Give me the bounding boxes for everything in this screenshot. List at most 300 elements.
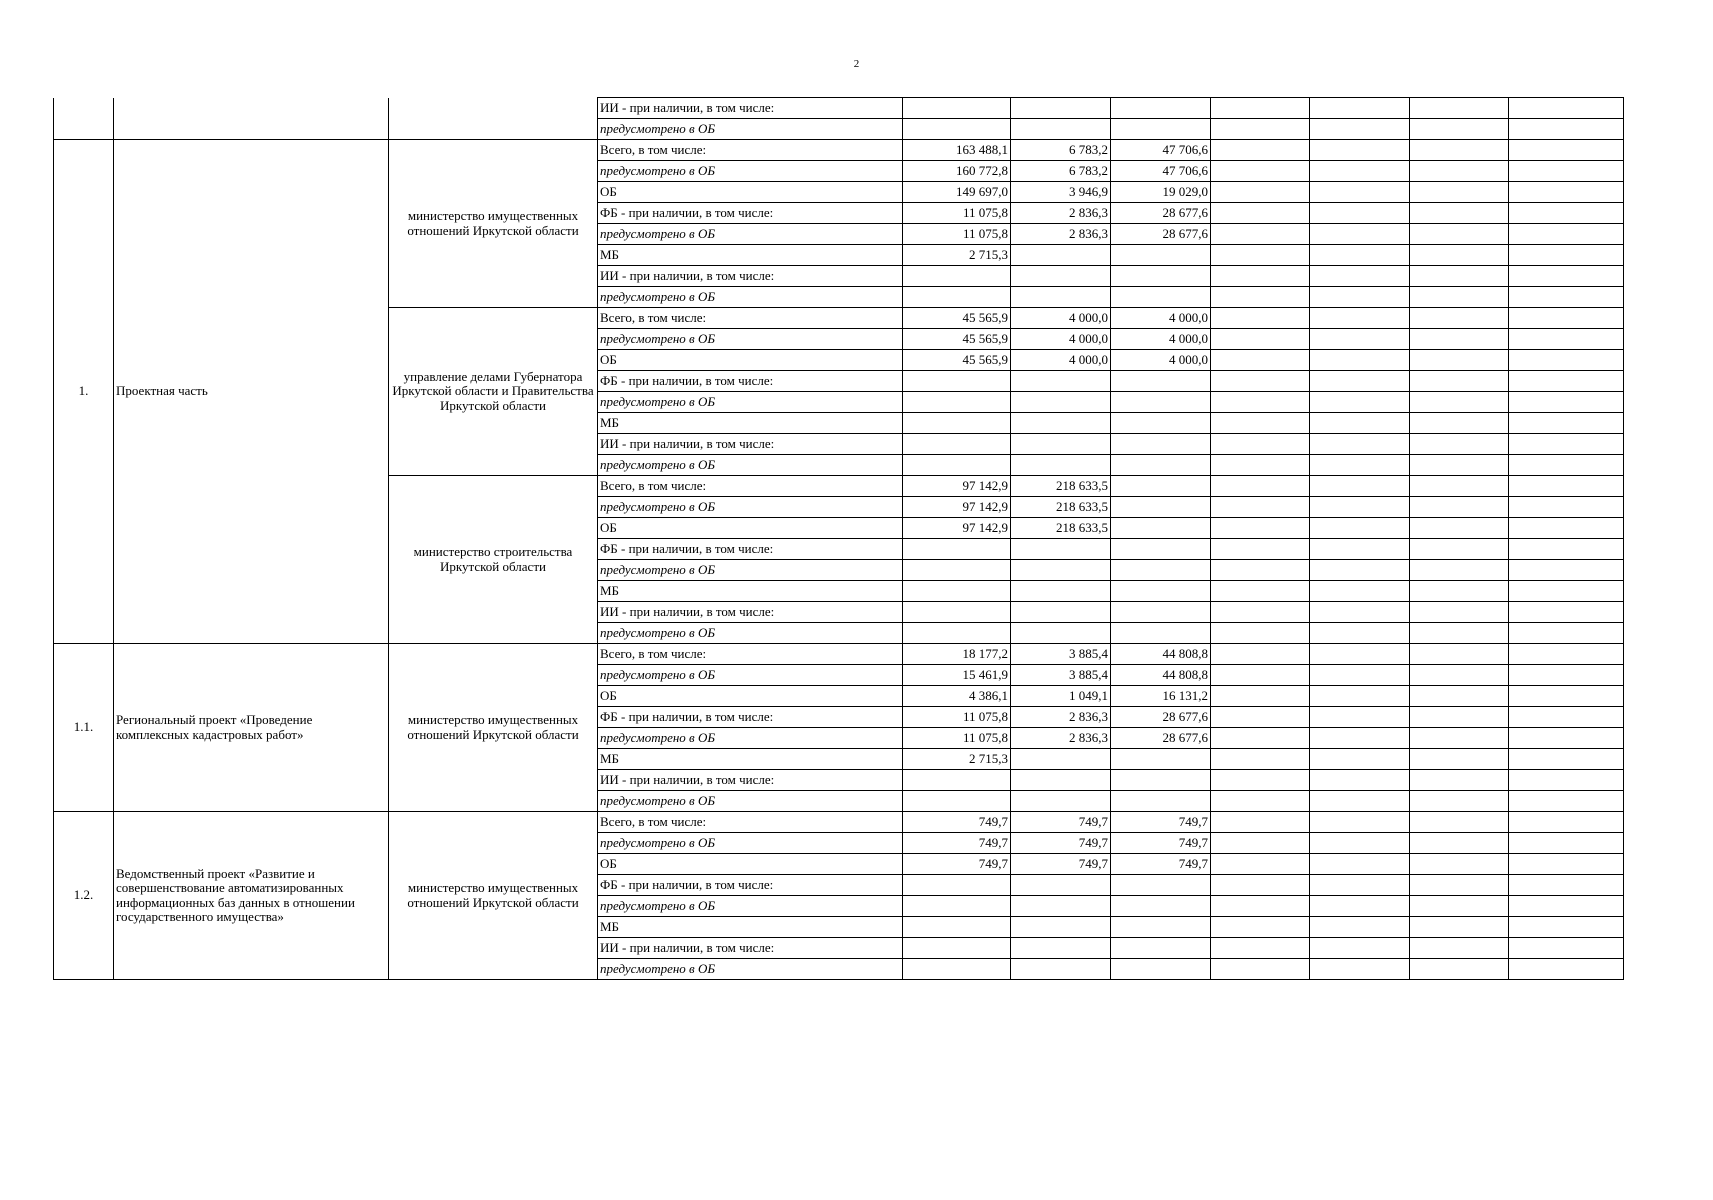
amount-cell xyxy=(1111,476,1211,497)
amount-cell xyxy=(1410,602,1509,623)
amount-cell xyxy=(1211,119,1310,140)
amount-cell xyxy=(1310,287,1410,308)
amount-cell xyxy=(1509,875,1624,896)
amount-cell: 3 885,4 xyxy=(1011,644,1111,665)
amount-cell xyxy=(1310,644,1410,665)
amount-cell xyxy=(1509,560,1624,581)
amount-cell: 2 836,3 xyxy=(1011,224,1111,245)
amount-cell xyxy=(1410,791,1509,812)
amount-cell xyxy=(1509,413,1624,434)
funding-source-cell: ИИ - при наличии, в том числе: xyxy=(598,602,903,623)
funding-source-cell: ФБ - при наличии, в том числе: xyxy=(598,371,903,392)
amount-cell: 1 049,1 xyxy=(1011,686,1111,707)
funding-source-cell: ОБ xyxy=(598,350,903,371)
funding-source-cell: предусмотрено в ОБ xyxy=(598,623,903,644)
amount-cell xyxy=(1310,938,1410,959)
amount-cell xyxy=(1211,833,1310,854)
amount-cell xyxy=(1211,896,1310,917)
funding-source-cell: предусмотрено в ОБ xyxy=(598,392,903,413)
amount-cell: 749,7 xyxy=(1011,833,1111,854)
amount-cell: 16 131,2 xyxy=(1111,686,1211,707)
amount-cell xyxy=(903,371,1011,392)
amount-cell xyxy=(1011,749,1111,770)
amount-cell xyxy=(1011,392,1111,413)
amount-cell xyxy=(1509,749,1624,770)
amount-cell xyxy=(903,623,1011,644)
funding-source-cell: МБ xyxy=(598,917,903,938)
funding-source-cell: ИИ - при наличии, в том числе: xyxy=(598,266,903,287)
funding-source-cell: ФБ - при наличии, в том числе: xyxy=(598,203,903,224)
amount-cell xyxy=(1211,875,1310,896)
amount-cell xyxy=(1410,413,1509,434)
amount-cell xyxy=(903,770,1011,791)
amount-cell xyxy=(1211,791,1310,812)
funding-source-cell: ОБ xyxy=(598,182,903,203)
amount-cell xyxy=(903,581,1011,602)
amount-cell xyxy=(1310,98,1410,119)
amount-cell xyxy=(1509,770,1624,791)
funding-source-cell: ИИ - при наличии, в том числе: xyxy=(598,770,903,791)
amount-cell xyxy=(1410,392,1509,413)
amount-cell: 2 836,3 xyxy=(1011,728,1111,749)
amount-cell xyxy=(1410,224,1509,245)
amount-cell xyxy=(1310,728,1410,749)
amount-cell: 18 177,2 xyxy=(903,644,1011,665)
amount-cell xyxy=(1410,350,1509,371)
amount-cell xyxy=(1509,959,1624,980)
amount-cell xyxy=(1011,434,1111,455)
amount-cell xyxy=(1310,455,1410,476)
amount-cell xyxy=(1011,896,1111,917)
amount-cell xyxy=(1211,392,1310,413)
amount-cell xyxy=(1011,602,1111,623)
funding-source-cell: МБ xyxy=(598,245,903,266)
amount-cell xyxy=(1509,182,1624,203)
amount-cell xyxy=(1111,98,1211,119)
amount-cell xyxy=(903,602,1011,623)
amount-cell: 218 633,5 xyxy=(1011,476,1111,497)
funding-source-cell: предусмотрено в ОБ xyxy=(598,224,903,245)
amount-cell xyxy=(1410,854,1509,875)
amount-cell xyxy=(1509,140,1624,161)
funding-source-cell: ОБ xyxy=(598,518,903,539)
amount-cell xyxy=(1310,497,1410,518)
amount-cell xyxy=(1310,707,1410,728)
amount-cell xyxy=(1211,518,1310,539)
amount-cell xyxy=(1310,959,1410,980)
amount-cell xyxy=(1310,770,1410,791)
amount-cell xyxy=(903,98,1011,119)
amount-cell xyxy=(1111,959,1211,980)
table-row xyxy=(54,98,1624,119)
amount-cell xyxy=(1211,350,1310,371)
amount-cell xyxy=(1410,245,1509,266)
amount-cell xyxy=(1509,917,1624,938)
amount-cell: 11 075,8 xyxy=(903,707,1011,728)
amount-cell xyxy=(1111,287,1211,308)
amount-cell xyxy=(1410,560,1509,581)
amount-cell xyxy=(1509,98,1624,119)
amount-cell xyxy=(1410,140,1509,161)
funding-source-cell: предусмотрено в ОБ xyxy=(598,287,903,308)
amount-cell: 749,7 xyxy=(1011,854,1111,875)
section-name: Ведомственный проект «Развитие и совершенствование автоматизированных информационных баз данных в отношении государственного имущества» xyxy=(114,812,389,980)
amount-cell xyxy=(1509,266,1624,287)
amount-cell xyxy=(1011,98,1111,119)
amount-cell: 11 075,8 xyxy=(903,203,1011,224)
amount-cell xyxy=(1211,959,1310,980)
amount-cell xyxy=(1111,791,1211,812)
funding-source-cell: Всего, в том числе: xyxy=(598,308,903,329)
amount-cell xyxy=(1211,728,1310,749)
amount-cell xyxy=(1111,749,1211,770)
amount-cell: 11 075,8 xyxy=(903,728,1011,749)
amount-cell xyxy=(1011,581,1111,602)
amount-cell xyxy=(1211,413,1310,434)
amount-cell xyxy=(1310,665,1410,686)
amount-cell xyxy=(1111,245,1211,266)
amount-cell xyxy=(1410,119,1509,140)
funding-source-cell: предусмотрено в ОБ xyxy=(598,455,903,476)
amount-cell xyxy=(1509,392,1624,413)
amount-cell xyxy=(1410,476,1509,497)
amount-cell xyxy=(1509,476,1624,497)
amount-cell: 45 565,9 xyxy=(903,329,1011,350)
funding-source-cell: Всего, в том числе: xyxy=(598,140,903,161)
amount-cell xyxy=(1011,287,1111,308)
amount-cell xyxy=(903,434,1011,455)
funding-source-cell: МБ xyxy=(598,581,903,602)
amount-cell xyxy=(1310,875,1410,896)
amount-cell xyxy=(1011,266,1111,287)
amount-cell xyxy=(1211,581,1310,602)
amount-cell xyxy=(1211,560,1310,581)
amount-cell: 749,7 xyxy=(1111,812,1211,833)
amount-cell: 28 677,6 xyxy=(1111,707,1211,728)
amount-cell: 47 706,6 xyxy=(1111,140,1211,161)
amount-cell xyxy=(1509,287,1624,308)
amount-cell xyxy=(1410,623,1509,644)
amount-cell xyxy=(1509,791,1624,812)
amount-cell xyxy=(1410,749,1509,770)
amount-cell xyxy=(1211,938,1310,959)
amount-cell xyxy=(1111,119,1211,140)
amount-cell xyxy=(1410,308,1509,329)
amount-cell xyxy=(903,266,1011,287)
amount-cell: 2 836,3 xyxy=(1011,203,1111,224)
amount-cell: 19 029,0 xyxy=(1111,182,1211,203)
funding-source-cell: МБ xyxy=(598,413,903,434)
amount-cell xyxy=(1509,203,1624,224)
amount-cell: 97 142,9 xyxy=(903,476,1011,497)
amount-cell xyxy=(1011,917,1111,938)
amount-cell xyxy=(1211,854,1310,875)
section-number: 1.2. xyxy=(54,812,114,980)
amount-cell: 749,7 xyxy=(903,854,1011,875)
amount-cell: 749,7 xyxy=(1011,812,1111,833)
amount-cell xyxy=(903,413,1011,434)
amount-cell xyxy=(1410,896,1509,917)
amount-cell xyxy=(1310,224,1410,245)
amount-cell xyxy=(1310,329,1410,350)
amount-cell xyxy=(1211,623,1310,644)
amount-cell xyxy=(1011,455,1111,476)
budget-table xyxy=(53,97,1624,980)
amount-cell xyxy=(1310,602,1410,623)
amount-cell: 2 836,3 xyxy=(1011,707,1111,728)
amount-cell xyxy=(1211,203,1310,224)
amount-cell: 749,7 xyxy=(1111,833,1211,854)
amount-cell xyxy=(1410,875,1509,896)
amount-cell xyxy=(1509,581,1624,602)
amount-cell: 6 783,2 xyxy=(1011,161,1111,182)
amount-cell xyxy=(1509,350,1624,371)
amount-cell xyxy=(1310,392,1410,413)
amount-cell xyxy=(1211,266,1310,287)
funding-source-cell: Всего, в том числе: xyxy=(598,476,903,497)
amount-cell: 149 697,0 xyxy=(903,182,1011,203)
amount-cell xyxy=(1211,497,1310,518)
amount-cell xyxy=(903,287,1011,308)
amount-cell xyxy=(1310,896,1410,917)
amount-cell: 160 772,8 xyxy=(903,161,1011,182)
funding-source-cell: Всего, в том числе: xyxy=(598,644,903,665)
amount-cell xyxy=(1310,161,1410,182)
amount-cell xyxy=(1211,455,1310,476)
amount-cell: 44 808,8 xyxy=(1111,644,1211,665)
executor-name: министерство имущественных отношений Иркутской области xyxy=(389,812,598,980)
amount-cell xyxy=(1509,329,1624,350)
amount-cell xyxy=(1011,413,1111,434)
amount-cell: 11 075,8 xyxy=(903,224,1011,245)
funding-source-cell: ИИ - при наличии, в том числе: xyxy=(598,98,903,119)
amount-cell xyxy=(903,455,1011,476)
amount-cell xyxy=(1211,245,1310,266)
amount-cell xyxy=(1310,119,1410,140)
executor-name: министерство имущественных отношений Иркутской области xyxy=(389,644,598,812)
amount-cell xyxy=(1011,245,1111,266)
amount-cell xyxy=(1211,287,1310,308)
amount-cell: 4 386,1 xyxy=(903,686,1011,707)
funding-source-cell: ФБ - при наличии, в том числе: xyxy=(598,875,903,896)
amount-cell xyxy=(1310,182,1410,203)
section-number: 1. xyxy=(54,140,114,644)
amount-cell xyxy=(1011,371,1111,392)
table-row xyxy=(54,140,1624,161)
amount-cell xyxy=(1509,833,1624,854)
amount-cell: 3 946,9 xyxy=(1011,182,1111,203)
section-name: Региональный проект «Проведение комплексных кадастровых работ» xyxy=(114,644,389,812)
amount-cell xyxy=(1011,560,1111,581)
amount-cell xyxy=(1509,308,1624,329)
amount-cell xyxy=(1509,371,1624,392)
amount-cell xyxy=(1111,413,1211,434)
amount-cell xyxy=(1410,581,1509,602)
amount-cell xyxy=(1310,350,1410,371)
funding-source-cell: ОБ xyxy=(598,854,903,875)
amount-cell xyxy=(1111,623,1211,644)
amount-cell xyxy=(1410,497,1509,518)
amount-cell xyxy=(1310,518,1410,539)
amount-cell xyxy=(1410,455,1509,476)
amount-cell xyxy=(1011,539,1111,560)
funding-source-cell: ИИ - при наличии, в том числе: xyxy=(598,434,903,455)
amount-cell xyxy=(1410,707,1509,728)
amount-cell xyxy=(1410,686,1509,707)
amount-cell xyxy=(1509,518,1624,539)
amount-cell xyxy=(1111,434,1211,455)
amount-cell: 47 706,6 xyxy=(1111,161,1211,182)
amount-cell xyxy=(1410,728,1509,749)
amount-cell xyxy=(1211,686,1310,707)
amount-cell xyxy=(1111,896,1211,917)
amount-cell xyxy=(1410,518,1509,539)
amount-cell: 749,7 xyxy=(903,833,1011,854)
funding-source-cell: предусмотрено в ОБ xyxy=(598,959,903,980)
amount-cell: 4 000,0 xyxy=(1011,350,1111,371)
amount-cell: 4 000,0 xyxy=(1111,350,1211,371)
section-name: Проектная часть xyxy=(114,140,389,644)
amount-cell xyxy=(1211,329,1310,350)
amount-cell xyxy=(1211,182,1310,203)
amount-cell xyxy=(1111,266,1211,287)
amount-cell: 3 885,4 xyxy=(1011,665,1111,686)
amount-cell xyxy=(1011,119,1111,140)
amount-cell xyxy=(1310,623,1410,644)
continued-name-cell xyxy=(114,98,389,140)
amount-cell xyxy=(1211,434,1310,455)
amount-cell xyxy=(1310,749,1410,770)
funding-source-cell: предусмотрено в ОБ xyxy=(598,119,903,140)
amount-cell xyxy=(1011,938,1111,959)
amount-cell xyxy=(1310,434,1410,455)
amount-cell xyxy=(1509,161,1624,182)
amount-cell: 45 565,9 xyxy=(903,350,1011,371)
amount-cell xyxy=(1509,602,1624,623)
amount-cell xyxy=(1211,224,1310,245)
executor-name: министерство строительства Иркутской области xyxy=(389,476,598,644)
amount-cell xyxy=(1509,644,1624,665)
amount-cell xyxy=(1111,497,1211,518)
section-number: 1.1. xyxy=(54,644,114,812)
funding-source-cell: предусмотрено в ОБ xyxy=(598,497,903,518)
amount-cell xyxy=(1111,392,1211,413)
amount-cell xyxy=(1211,665,1310,686)
funding-source-cell: предусмотрено в ОБ xyxy=(598,329,903,350)
amount-cell xyxy=(1310,917,1410,938)
amount-cell xyxy=(1410,812,1509,833)
amount-cell xyxy=(1211,749,1310,770)
amount-cell xyxy=(1111,455,1211,476)
table-row xyxy=(54,644,1624,665)
funding-source-cell: Всего, в том числе: xyxy=(598,812,903,833)
page-number: 2 xyxy=(853,58,860,70)
amount-cell xyxy=(1410,182,1509,203)
amount-cell xyxy=(1111,518,1211,539)
amount-cell xyxy=(903,875,1011,896)
funding-source-cell: ФБ - при наличии, в том числе: xyxy=(598,539,903,560)
funding-source-cell: предусмотрено в ОБ xyxy=(598,665,903,686)
amount-cell xyxy=(1410,98,1509,119)
amount-cell xyxy=(1310,854,1410,875)
amount-cell xyxy=(1310,539,1410,560)
amount-cell xyxy=(1011,791,1111,812)
amount-cell xyxy=(1410,329,1509,350)
amount-cell xyxy=(903,539,1011,560)
amount-cell xyxy=(1509,854,1624,875)
amount-cell xyxy=(1111,602,1211,623)
amount-cell xyxy=(1410,644,1509,665)
amount-cell xyxy=(1410,287,1509,308)
amount-cell xyxy=(1011,623,1111,644)
amount-cell xyxy=(1310,476,1410,497)
amount-cell: 749,7 xyxy=(903,812,1011,833)
executor-name: управление делами Губернатора Иркутской области и Правительства Иркутской области xyxy=(389,308,598,476)
amount-cell: 97 142,9 xyxy=(903,497,1011,518)
amount-cell xyxy=(1310,266,1410,287)
amount-cell xyxy=(903,959,1011,980)
amount-cell xyxy=(1310,560,1410,581)
amount-cell xyxy=(903,791,1011,812)
amount-cell xyxy=(1310,833,1410,854)
amount-cell xyxy=(1509,665,1624,686)
amount-cell xyxy=(903,392,1011,413)
amount-cell xyxy=(1310,812,1410,833)
amount-cell xyxy=(903,938,1011,959)
amount-cell xyxy=(1509,938,1624,959)
amount-cell xyxy=(1509,245,1624,266)
funding-source-cell: предусмотрено в ОБ xyxy=(598,791,903,812)
amount-cell xyxy=(1310,791,1410,812)
funding-source-cell: предусмотрено в ОБ xyxy=(598,728,903,749)
amount-cell xyxy=(1410,938,1509,959)
funding-source-cell: предусмотрено в ОБ xyxy=(598,896,903,917)
amount-cell xyxy=(1111,581,1211,602)
amount-cell: 44 808,8 xyxy=(1111,665,1211,686)
amount-cell: 6 783,2 xyxy=(1011,140,1111,161)
funding-source-cell: ФБ - при наличии, в том числе: xyxy=(598,707,903,728)
amount-cell xyxy=(1310,140,1410,161)
amount-cell xyxy=(1509,224,1624,245)
amount-cell xyxy=(1509,728,1624,749)
amount-cell xyxy=(1410,959,1509,980)
amount-cell xyxy=(1410,917,1509,938)
amount-cell: 15 461,9 xyxy=(903,665,1011,686)
amount-cell: 4 000,0 xyxy=(1011,329,1111,350)
amount-cell xyxy=(1509,812,1624,833)
amount-cell xyxy=(1410,665,1509,686)
amount-cell xyxy=(1509,539,1624,560)
amount-cell xyxy=(1410,266,1509,287)
amount-cell: 749,7 xyxy=(1111,854,1211,875)
amount-cell xyxy=(1310,203,1410,224)
amount-cell xyxy=(1509,455,1624,476)
amount-cell xyxy=(1410,161,1509,182)
amount-cell xyxy=(1011,959,1111,980)
amount-cell: 28 677,6 xyxy=(1111,203,1211,224)
amount-cell xyxy=(1509,896,1624,917)
amount-cell xyxy=(1410,539,1509,560)
amount-cell xyxy=(1211,371,1310,392)
amount-cell xyxy=(1011,770,1111,791)
amount-cell xyxy=(1111,875,1211,896)
funding-source-cell: предусмотрено в ОБ xyxy=(598,833,903,854)
amount-cell: 218 633,5 xyxy=(1011,518,1111,539)
funding-source-cell: предусмотрено в ОБ xyxy=(598,161,903,182)
amount-cell: 28 677,6 xyxy=(1111,728,1211,749)
amount-cell xyxy=(1211,812,1310,833)
amount-cell xyxy=(1111,917,1211,938)
